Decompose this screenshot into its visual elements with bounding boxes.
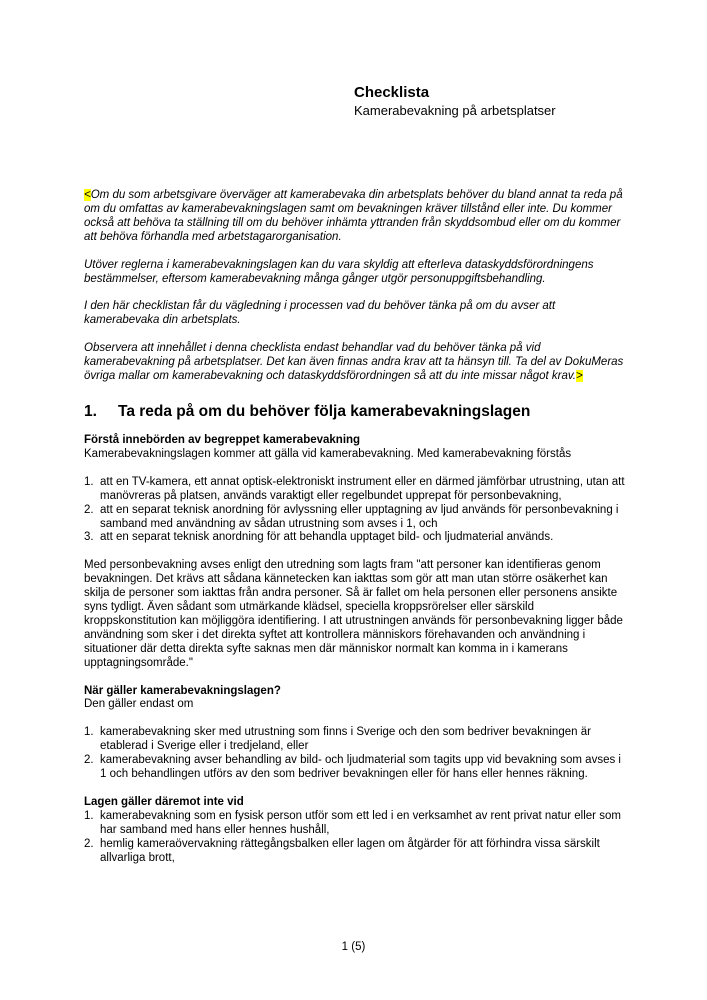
subheading-when-applies: När gäller kamerabevakningslagen? — [84, 684, 281, 697]
title-block — [354, 83, 556, 119]
personbevakning-paragraph: Med personbevakning avses enligt den utredning som lagts fram "att personer kan identifieras genom bevakningen. Det krävs att sådana kännetecken kan iakttas som gör att man utan större osäkerhet kan skilja de personer som iakttas från andra personer. Så är fallet om hela personen eller personens ansikte syns tydligt. Även sådant som utmärkande klädsel, speciella kroppsrörelser eller särskild kroppskonstitution kan möjliggöra identifiering. I att utrustningen används för personbevakning ligger både användning som sker i det direkta syftet att kontrollera människors förehavanden och användning i situationer där detta direkta syfte saknas men där människor normalt kan komma in i kamerans upptagningsområde." — [84, 559, 623, 669]
list-item-number: 1. — [84, 809, 94, 822]
list-item-number: 2. — [84, 503, 94, 516]
list-item-number: 2. — [84, 754, 94, 767]
intro-paragraph-3: I den här checklistan får du vägledning i processen vad du behöver tänka på om du avser att kamerabevaka din arbetsplats. — [84, 300, 556, 327]
list-item-text: att en TV-kamera, ett annat optisk-elektroniskt instrument eller en därmed jämförbar utrustning, utan att manövreras på platsen, används varaktigt eller regelbundet upprepat för personbevakning, — [100, 475, 625, 502]
section-number: 1. — [84, 402, 97, 420]
list-item-text: hemlig kameraövervakning rättegångsbalken eller lagen om åtgärder för att förhindra vissa särskilt allvarliga brott, — [100, 837, 600, 864]
subheading-understanding: Förstå innebörden av begreppet kamerabevakning — [84, 433, 361, 446]
understanding-list — [84, 476, 626, 546]
intro-paragraph-4-text: Observera att innehållet i denna checklista endast behandlar vad du behöver tänka på vid kamerabevakning på arbetsplatser. Det kan även finnas andra krav att ta hänsyn till. Ta del av DokuMeras övriga mallar om kamerabevakning och dataskyddsförordningen så att du inte missar något krav. — [84, 342, 624, 383]
when-applies-list — [84, 726, 626, 782]
list-item-text: kamerabevakning som en fysisk person utför som ett led i en verksamhet av rent privat natur eller som har samband med hans eller hennes hushåll, — [100, 809, 621, 836]
intro-paragraph-1-text: Om du som arbetsgivare överväger att kamerabevaka din arbetsplats behöver du bland annat ta reda på om du omfattas av kamerabevakningslagen samt om bevakningen kräver tillstånd eller inte. Du kommer också att behöva ta ställning till om du behöver inhämta yttranden från skyddsombud eller om du kommer att behöva förhandla med arbetstagarorganisation. — [84, 189, 623, 243]
understanding-intro: Kamerabevakningslagen kommer att gälla vid kamerabevakning. Med kamerabevakning förstås — [84, 447, 572, 460]
highlight-open-marker: < — [84, 189, 91, 201]
when-applies-intro: Den gäller endast om — [84, 698, 194, 711]
page-number: 1 (5) — [341, 941, 366, 953]
document-title: Checklista — [354, 84, 430, 101]
list-item-number: 3. — [84, 531, 94, 544]
list-item — [84, 476, 626, 504]
list-item — [84, 838, 626, 866]
list-item — [84, 810, 626, 838]
list-item-text: kamerabevakning sker med utrustning som finns i Sverige och den som bedriver bevakningen är etablerad i Sverige eller i tredjeland, eller — [100, 726, 591, 753]
highlight-close-marker: > — [575, 370, 583, 383]
list-item-number: 1. — [84, 726, 94, 739]
section-title: Ta reda på om du behöver följa kamerabevakningslagen — [118, 402, 531, 420]
list-item — [84, 726, 626, 754]
intro-paragraph-1 — [84, 189, 626, 245]
document-body — [84, 189, 626, 866]
list-item — [84, 754, 626, 782]
not-applies-list — [84, 810, 626, 866]
subheading-not-applies: Lagen gäller däremot inte vid — [84, 796, 244, 808]
list-item-number: 2. — [84, 837, 94, 850]
list-item — [84, 531, 626, 545]
intro-paragraph-4 — [84, 342, 626, 384]
document-subtitle: Kamerabevakning på arbetsplatser — [354, 103, 556, 118]
list-item-text: att en separat teknisk anordning för avlyssning eller upptagning av ljud används för personbevakning i samband med användning av sådan utrustning som avses i 1, och — [100, 503, 619, 530]
list-item — [84, 504, 626, 532]
section-heading-1 — [84, 402, 626, 421]
list-item-text: att en separat teknisk anordning för att behandla upptaget bild- och ljudmaterial används. — [100, 531, 554, 544]
list-item-number: 1. — [84, 475, 94, 488]
intro-paragraph-2: Utöver reglerna i kamerabevakningslagen kan du vara skyldig att efterleva dataskyddsförordningens bestämmelser, eftersom kamerabevakning många gånger utgör personuppgiftsbehandling. — [84, 258, 594, 285]
list-item-text: kamerabevakning avser behandling av bild- och ljudmaterial som tagits upp vid bevakning som avses i 1 och behandlingen utförs av den som bedriver bevakningen eller för hans eller hennes räkning. — [100, 754, 621, 781]
